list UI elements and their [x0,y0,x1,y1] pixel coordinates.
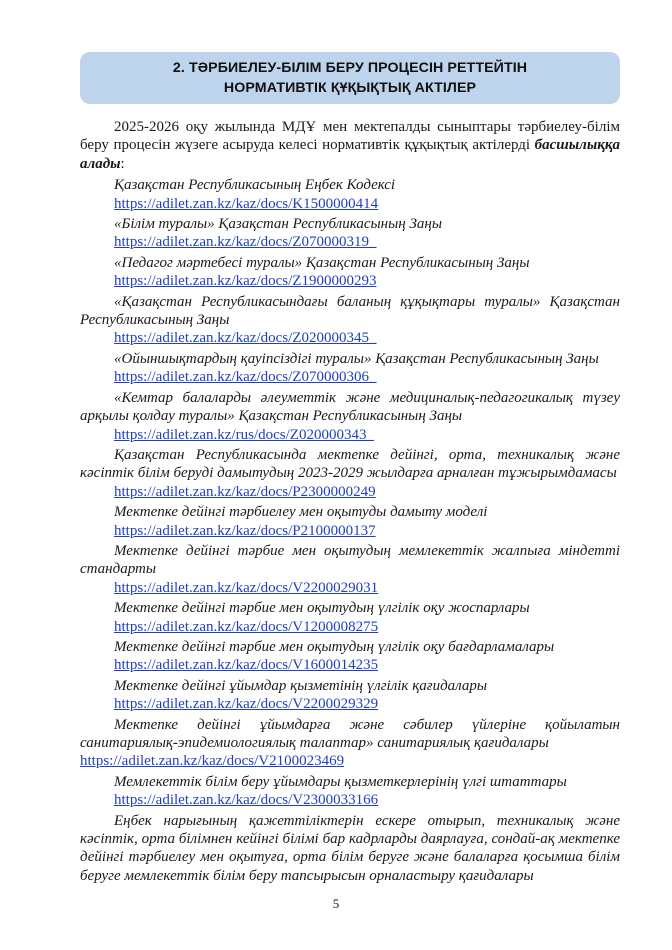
document-item [80,638,620,675]
document-link[interactable]: https://adilet.zan.kz/kaz/docs/Z020000345_ [114,330,377,347]
document-item [80,677,620,714]
document-title: Мектепке дейінгі тәрбие мен оқытудың мемлекеттік жалпыға міндетті стандарты [80,542,620,578]
document-title: Мемлекеттік білім беру ұйымдары қызметкерлерінің үлгі штаттары [114,773,567,790]
document-title: Қазақстан Республикасының Еңбек Кодексі [114,177,396,194]
document-link[interactable]: https://adilet.zan.kz/kaz/docs/V1600014235 [114,657,379,674]
document-link[interactable]: https://adilet.zan.kz/kaz/docs/V1200008275 [114,618,379,635]
document-title: Мектепке дейінгі ұйымдар қызметінің үлгілік қағидалары [114,677,488,694]
document-title: Мектепке дейінгі тәрбие мен оқытудың үлгілік оқу бағдарламалары [114,638,555,655]
document-link[interactable]: https://adilet.zan.kz/rus/docs/Z020000343_ [114,426,374,443]
document-link[interactable]: https://adilet.zan.kz/kaz/docs/V2200029031 [114,579,379,596]
document-title: «Қазақстан Республикасындағы баланың құқықтары туралы» Қазақстан Республикасының Заңы [80,293,620,329]
document-link[interactable]: https://adilet.zan.kz/kaz/docs/V2200029329 [114,696,379,713]
document-item [80,389,620,444]
document-item [80,503,620,540]
document-title: Еңбек нарығының қажеттіліктерін ескере отырып, техникалық және кәсіптік, орта білімнен кейінгі білімі бар кадрларды даярлауға, сондай-ақ мектепке дейінгі тәрбиелеу мен оқытуға, орта білім беруге және балаларға қосымша білім беруге мемлекеттік білім беру тапсырысын орналастыру қағидалары [80,812,620,884]
document-title: «Ойыншықтардың қауіпсіздігі туралы» Қазақстан Республикасының Заңы [114,350,599,367]
document-link[interactable]: https://adilet.zan.kz/kaz/docs/Z070000319_ [114,234,377,251]
intro-emphasis: басшылыққа алады [80,137,620,172]
document-title: Қазақстан Республикасында мектепке дейінгі, орта, техникалық және кәсіптік білім беруді дамытудың 2023-2029 жылдарға арналған тұжырымдамасы [80,446,620,482]
document-title: Мектепке дейінгі ұйымдарға және сәбилер үйлеріне қойылатын санитариялық-эпидемиологиялық талаптар» санитариялық қағидалары [80,716,620,751]
document-title: Мектепке дейінгі тәрбиелеу мен оқытуды дамыту моделі [114,504,488,521]
document-link[interactable]: https://adilet.zan.kz/kaz/docs/P2300000249 [114,483,376,500]
document-link[interactable]: https://adilet.zan.kz/kaz/docs/V2300033166 [114,792,379,809]
document-link[interactable]: https://adilet.zan.kz/kaz/docs/P2100000137 [114,522,376,539]
document-title: Мектепке дейінгі тәрбие мен оқытудың үлгілік оқу жоспарлары [114,600,530,617]
document-item [80,773,620,810]
document-item [80,350,620,387]
document-title: «Педагог мәртебесі туралы» Қазақстан Республикасының Заңы [114,254,530,271]
document-item [80,812,620,886]
document-item [80,599,620,636]
section-header [80,52,620,104]
document-item [80,446,620,501]
document-item [80,254,620,291]
document-body [80,118,620,887]
document-link[interactable]: https://adilet.zan.kz/kaz/docs/Z070000306_ [114,369,377,386]
document-link[interactable]: https://adilet.zan.kz/kaz/docs/V2100023469 [80,753,345,770]
document-link[interactable]: https://adilet.zan.kz/kaz/docs/Z1900000293 [114,273,377,290]
intro-text: 2025-2026 оқу жылында МДҰ мен мектепалды сыныптары тәрбиелеу-білім беру процесін жүзеге асыруда келесі нормативтік құқықтық актілерді [80,119,620,154]
document-item [80,215,620,252]
document-item [80,293,620,348]
document-link[interactable]: https://adilet.zan.kz/kaz/docs/K1500000414 [114,195,379,212]
section-title-line1: 2. ТӘРБИЕЛЕУ-БІЛІМ БЕРУ ПРОЦЕСІН РЕТТЕЙТІН [172,60,528,76]
document-list [80,176,620,885]
intro-end: : [120,155,125,172]
document-title: «Кемтар балаларды әлеуметтік және медициналық-педагогикалық түзеу арқылы қолдау туралы» Қазақстан Республикасының Заңы [80,389,620,425]
intro-paragraph [80,118,620,173]
section-title-line2: НОРМАТИВТІК ҚҰҚЫҚТЫҚ АКТІЛЕР [223,80,477,96]
page-number: 5 [332,896,340,911]
document-item [80,542,620,597]
document-title: «Білім туралы» Қазақстан Республикасының Заңы [114,216,442,233]
document-item [80,176,620,213]
document-item [80,716,620,771]
